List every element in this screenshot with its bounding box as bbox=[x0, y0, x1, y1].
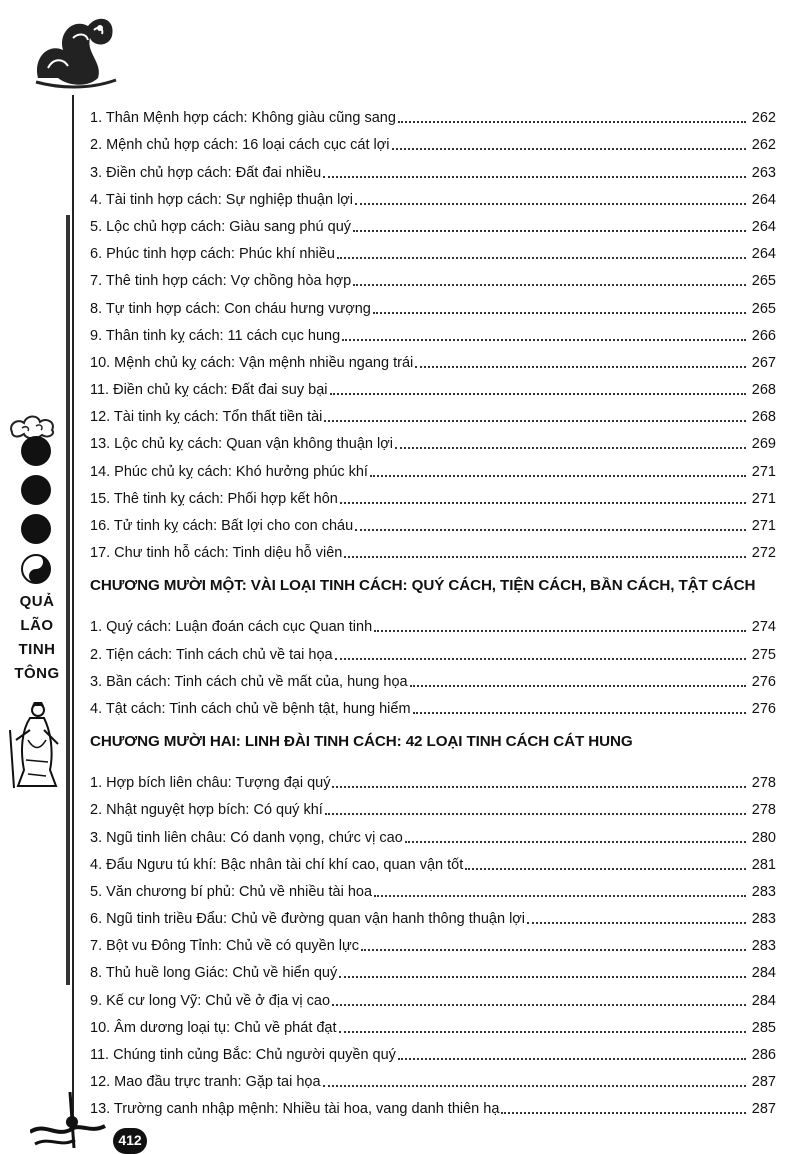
dot-leader bbox=[344, 556, 746, 558]
toc-entry-page: 278 bbox=[751, 775, 776, 792]
table-of-contents bbox=[90, 100, 776, 1118]
toc-entry-page: 276 bbox=[751, 700, 776, 717]
dot-leader bbox=[413, 712, 746, 714]
toc-entry bbox=[90, 1037, 776, 1064]
toc-entry-title: 8. Tự tinh hợp cách: Con cháu hưng vượng bbox=[90, 300, 371, 317]
toc-entry-title: 4. Đẩu Ngưu tú khí: Bậc nhân tài chí khí cao, quan vận tốt bbox=[90, 856, 464, 873]
toc-entry bbox=[90, 154, 776, 181]
toc-entry-title: 7. Thê tinh hợp cách: Vợ chồng hòa hợp bbox=[90, 273, 352, 290]
sidebar-title-line: TINH bbox=[18, 641, 56, 658]
toc-entry-title: 15. Thê tinh kỵ cách: Phối hợp kết hôn bbox=[90, 490, 338, 507]
dot-leader bbox=[392, 148, 746, 150]
toc-entry-title: 12. Mao đầu trực tranh: Gặp tai họa bbox=[90, 1074, 321, 1091]
toc-entry-title: 10. Âm dương loại tụ: Chủ về phát đạt bbox=[90, 1019, 337, 1036]
toc-entry-page: 284 bbox=[751, 965, 776, 982]
chapter-heading: CHƯƠNG MƯỜI MỘT: VÀI LOẠI TINH CÁCH: QUÝ CÁCH, TIỆN CÁCH, BẦN CÁCH, TẬT CÁCH bbox=[90, 577, 756, 595]
toc-entry-title: 3. Bần cách: Tinh cách chủ về mất của, hung họa bbox=[90, 673, 408, 690]
toc-entry-page: 265 bbox=[751, 300, 776, 317]
toc-entry bbox=[90, 182, 776, 209]
toc-entry-title: 2. Tiện cách: Tinh cách chủ về tai họa bbox=[90, 646, 333, 663]
toc-entry-title: 9. Kế cư long Vỹ: Chủ về ở địa vị cao bbox=[90, 992, 331, 1009]
toc-entry-title: 4. Tài tinh hợp cách: Sự nghiệp thuận lợi bbox=[90, 191, 354, 208]
dot-icon bbox=[21, 436, 51, 466]
toc-entry-title: 5. Lộc chủ hợp cách: Giàu sang phú quý bbox=[90, 218, 352, 235]
dot-leader bbox=[324, 420, 746, 422]
toc-entry-page: 283 bbox=[751, 883, 776, 900]
dot-leader bbox=[353, 284, 746, 286]
toc-entry bbox=[90, 127, 776, 154]
toc-entry-page: 283 bbox=[751, 938, 776, 955]
dot-icon bbox=[21, 475, 51, 505]
toc-entry-page: 271 bbox=[751, 490, 776, 507]
dot-leader bbox=[339, 1031, 746, 1033]
toc-entry-page: 264 bbox=[751, 246, 776, 263]
sage-figure-icon bbox=[8, 700, 66, 790]
dot-leader bbox=[325, 813, 746, 815]
black-dots bbox=[18, 436, 54, 553]
dot-leader bbox=[330, 393, 747, 395]
page-number-badge: 412 bbox=[113, 1128, 147, 1154]
dot-leader bbox=[410, 685, 746, 687]
toc-entry-page: 271 bbox=[751, 463, 776, 480]
dot-leader bbox=[323, 1085, 746, 1087]
dot-leader bbox=[374, 895, 746, 897]
chapter-heading: CHƯƠNG MƯỜI HAI: LINH ĐÀI TINH CÁCH: 42 LOẠI TINH CÁCH CÁT HUNG bbox=[90, 732, 633, 750]
toc-entry-page: 269 bbox=[751, 436, 776, 453]
toc-entry bbox=[90, 209, 776, 236]
toc-entry bbox=[90, 901, 776, 928]
dot-icon bbox=[21, 514, 51, 544]
dot-leader bbox=[355, 203, 746, 205]
toc-entry-page: 268 bbox=[751, 409, 776, 426]
toc-entry-page: 265 bbox=[751, 273, 776, 290]
yin-yang-icon bbox=[21, 554, 51, 584]
toc-entry bbox=[90, 765, 776, 792]
toc-entry-title: 3. Điền chủ hợp cách: Đất đai nhiều bbox=[90, 164, 322, 181]
toc-entry-title: 2. Nhật nguyệt hợp bích: Có quý khí bbox=[90, 802, 323, 819]
toc-entry bbox=[90, 481, 776, 508]
toc-entry bbox=[90, 426, 776, 453]
toc-entry bbox=[90, 453, 776, 480]
dot-leader bbox=[398, 1058, 746, 1060]
toc-entry-page: 267 bbox=[751, 354, 776, 371]
dot-leader bbox=[355, 529, 746, 531]
toc-entry-page: 278 bbox=[751, 802, 776, 819]
dot-leader bbox=[323, 176, 746, 178]
toc-entry-page: 280 bbox=[751, 829, 776, 846]
toc-entry-page: 275 bbox=[751, 646, 776, 663]
toc-entry bbox=[90, 345, 776, 372]
dot-leader bbox=[361, 949, 746, 951]
toc-entry bbox=[90, 535, 776, 562]
toc-entry bbox=[90, 508, 776, 535]
sidebar-title-line: QUẢ bbox=[19, 593, 55, 610]
toc-entry-page: 272 bbox=[751, 545, 776, 562]
toc-entry bbox=[90, 982, 776, 1009]
dot-leader bbox=[527, 922, 746, 924]
toc-entry-page: 286 bbox=[751, 1047, 776, 1063]
toc-entry bbox=[90, 664, 776, 691]
toc-entry-page: 263 bbox=[751, 164, 776, 181]
toc-entry-page: 287 bbox=[751, 1101, 776, 1118]
toc-entry bbox=[90, 928, 776, 955]
toc-entry-title: 6. Phúc tinh hợp cách: Phúc khí nhiều bbox=[90, 246, 335, 263]
toc-entry-page: 287 bbox=[751, 1074, 776, 1091]
toc-entry-title: 1. Hợp bích liên châu: Tượng đại quý bbox=[90, 775, 331, 792]
dot-leader bbox=[405, 841, 746, 843]
toc-entry-title: 9. Thân tinh kỵ cách: 11 cách cục hung bbox=[90, 327, 341, 344]
toc-entry-title: 12. Tài tinh kỵ cách: Tổn thất tiền tài bbox=[90, 409, 323, 426]
toc-entry bbox=[90, 819, 776, 846]
sidebar-title-line: TÔNG bbox=[14, 665, 60, 682]
toc-entry-title: 4. Tật cách: Tinh cách chủ về bệnh tật, hung hiểm bbox=[90, 700, 411, 717]
toc-entry bbox=[90, 290, 776, 317]
toc-entry bbox=[90, 874, 776, 901]
sidebar-title-line: LÃO bbox=[20, 617, 54, 634]
toc-entry-title: 10. Mệnh chủ kỵ cách: Vận mệnh nhiều ngang trái bbox=[90, 354, 414, 371]
toc-entry-page: 285 bbox=[751, 1019, 776, 1036]
dot-leader bbox=[465, 868, 746, 870]
toc-entry bbox=[90, 609, 776, 636]
toc-entry-title: 13. Trường canh nhập mệnh: Nhiều tài hoa, vang danh thiên hạ bbox=[90, 1101, 500, 1118]
dot-leader bbox=[501, 1112, 746, 1114]
toc-entry bbox=[90, 399, 776, 426]
toc-entry-page: 283 bbox=[751, 911, 776, 928]
toc-entry-title: 11. Điền chủ kỵ cách: Đất đai suy bại bbox=[90, 382, 328, 399]
toc-entry-title: 2. Mệnh chủ hợp cách: 16 loại cách cục cát lợi bbox=[90, 137, 390, 154]
dot-leader bbox=[340, 502, 746, 504]
toc-entry-page: 284 bbox=[751, 992, 776, 1009]
dot-leader bbox=[332, 786, 746, 788]
toc-entry-title: 1. Thân Mệnh hợp cách: Không giàu cũng sang bbox=[90, 110, 396, 127]
dot-leader bbox=[332, 1004, 746, 1006]
sidebar-rule bbox=[72, 95, 74, 1125]
toc-entry-title: 6. Ngũ tinh triều Đẩu: Chủ về đường quan vận hanh thông thuận lợi bbox=[90, 911, 526, 928]
toc-entry-page: 281 bbox=[751, 856, 776, 873]
toc-entry-page: 262 bbox=[751, 137, 776, 154]
toc-entry-title: 11. Chúng tinh củng Bắc: Chủ người quyền quý bbox=[90, 1047, 396, 1063]
toc-entry-page: 264 bbox=[751, 191, 776, 208]
toc-entry bbox=[90, 1010, 776, 1037]
dot-leader bbox=[415, 366, 746, 368]
toc-entry bbox=[90, 955, 776, 982]
dot-leader bbox=[395, 447, 746, 449]
toc-entry bbox=[90, 691, 776, 718]
toc-entry-title: 3. Ngũ tinh liên châu: Có danh vọng, chức vị cao bbox=[90, 829, 403, 846]
toc-entry-page: 268 bbox=[751, 382, 776, 399]
dot-leader bbox=[337, 257, 746, 259]
toc-entry-title: 16. Tử tinh kỵ cách: Bất lợi cho con cháu bbox=[90, 518, 354, 534]
dragon-ornament-icon bbox=[28, 8, 120, 90]
toc-entry-title: 17. Chư tinh hỗ cách: Tinh diệu hỗ viên bbox=[90, 545, 343, 562]
sidebar-rule-thick bbox=[66, 215, 70, 985]
toc-entry-title: 13. Lộc chủ kỵ cách: Quan vận không thuận lợi bbox=[90, 436, 393, 453]
dot-leader bbox=[398, 121, 746, 123]
toc-entry bbox=[90, 636, 776, 663]
toc-entry bbox=[90, 100, 776, 127]
toc-entry bbox=[90, 318, 776, 345]
toc-entry-title: 7. Bột vu Đông Tỉnh: Chủ về có quyền lực bbox=[90, 938, 359, 955]
dot-leader bbox=[335, 658, 746, 660]
toc-entry-page: 266 bbox=[751, 327, 776, 344]
dot-leader bbox=[373, 312, 746, 314]
dot-leader bbox=[370, 475, 746, 477]
toc-entry-title: 1. Quý cách: Luận đoán cách cục Quan tinh bbox=[90, 619, 373, 636]
toc-entry bbox=[90, 792, 776, 819]
toc-entry bbox=[90, 847, 776, 874]
toc-entry-page: 262 bbox=[751, 110, 776, 127]
dot-leader bbox=[342, 339, 746, 341]
toc-entry bbox=[90, 263, 776, 290]
dot-leader bbox=[353, 230, 746, 232]
dot-leader bbox=[339, 976, 746, 978]
toc-entry-page: 264 bbox=[751, 218, 776, 235]
toc-entry-title: 5. Văn chương bí phủ: Chủ về nhiều tài hoa bbox=[90, 883, 373, 900]
toc-entry bbox=[90, 1064, 776, 1091]
toc-entry-page: 274 bbox=[751, 619, 776, 636]
sidebar-book-title bbox=[8, 590, 66, 686]
toc-entry-page: 276 bbox=[751, 673, 776, 690]
toc-entry-title: 8. Thủ huề long Giác: Chủ về hiển quý bbox=[90, 965, 338, 982]
toc-entry bbox=[90, 1091, 776, 1118]
toc-entry bbox=[90, 236, 776, 263]
toc-entry-page: 271 bbox=[751, 518, 776, 534]
toc-entry bbox=[90, 372, 776, 399]
dot-leader bbox=[374, 630, 746, 632]
toc-entry-title: 14. Phúc chủ kỵ cách: Khó hưởng phúc khí bbox=[90, 463, 368, 480]
